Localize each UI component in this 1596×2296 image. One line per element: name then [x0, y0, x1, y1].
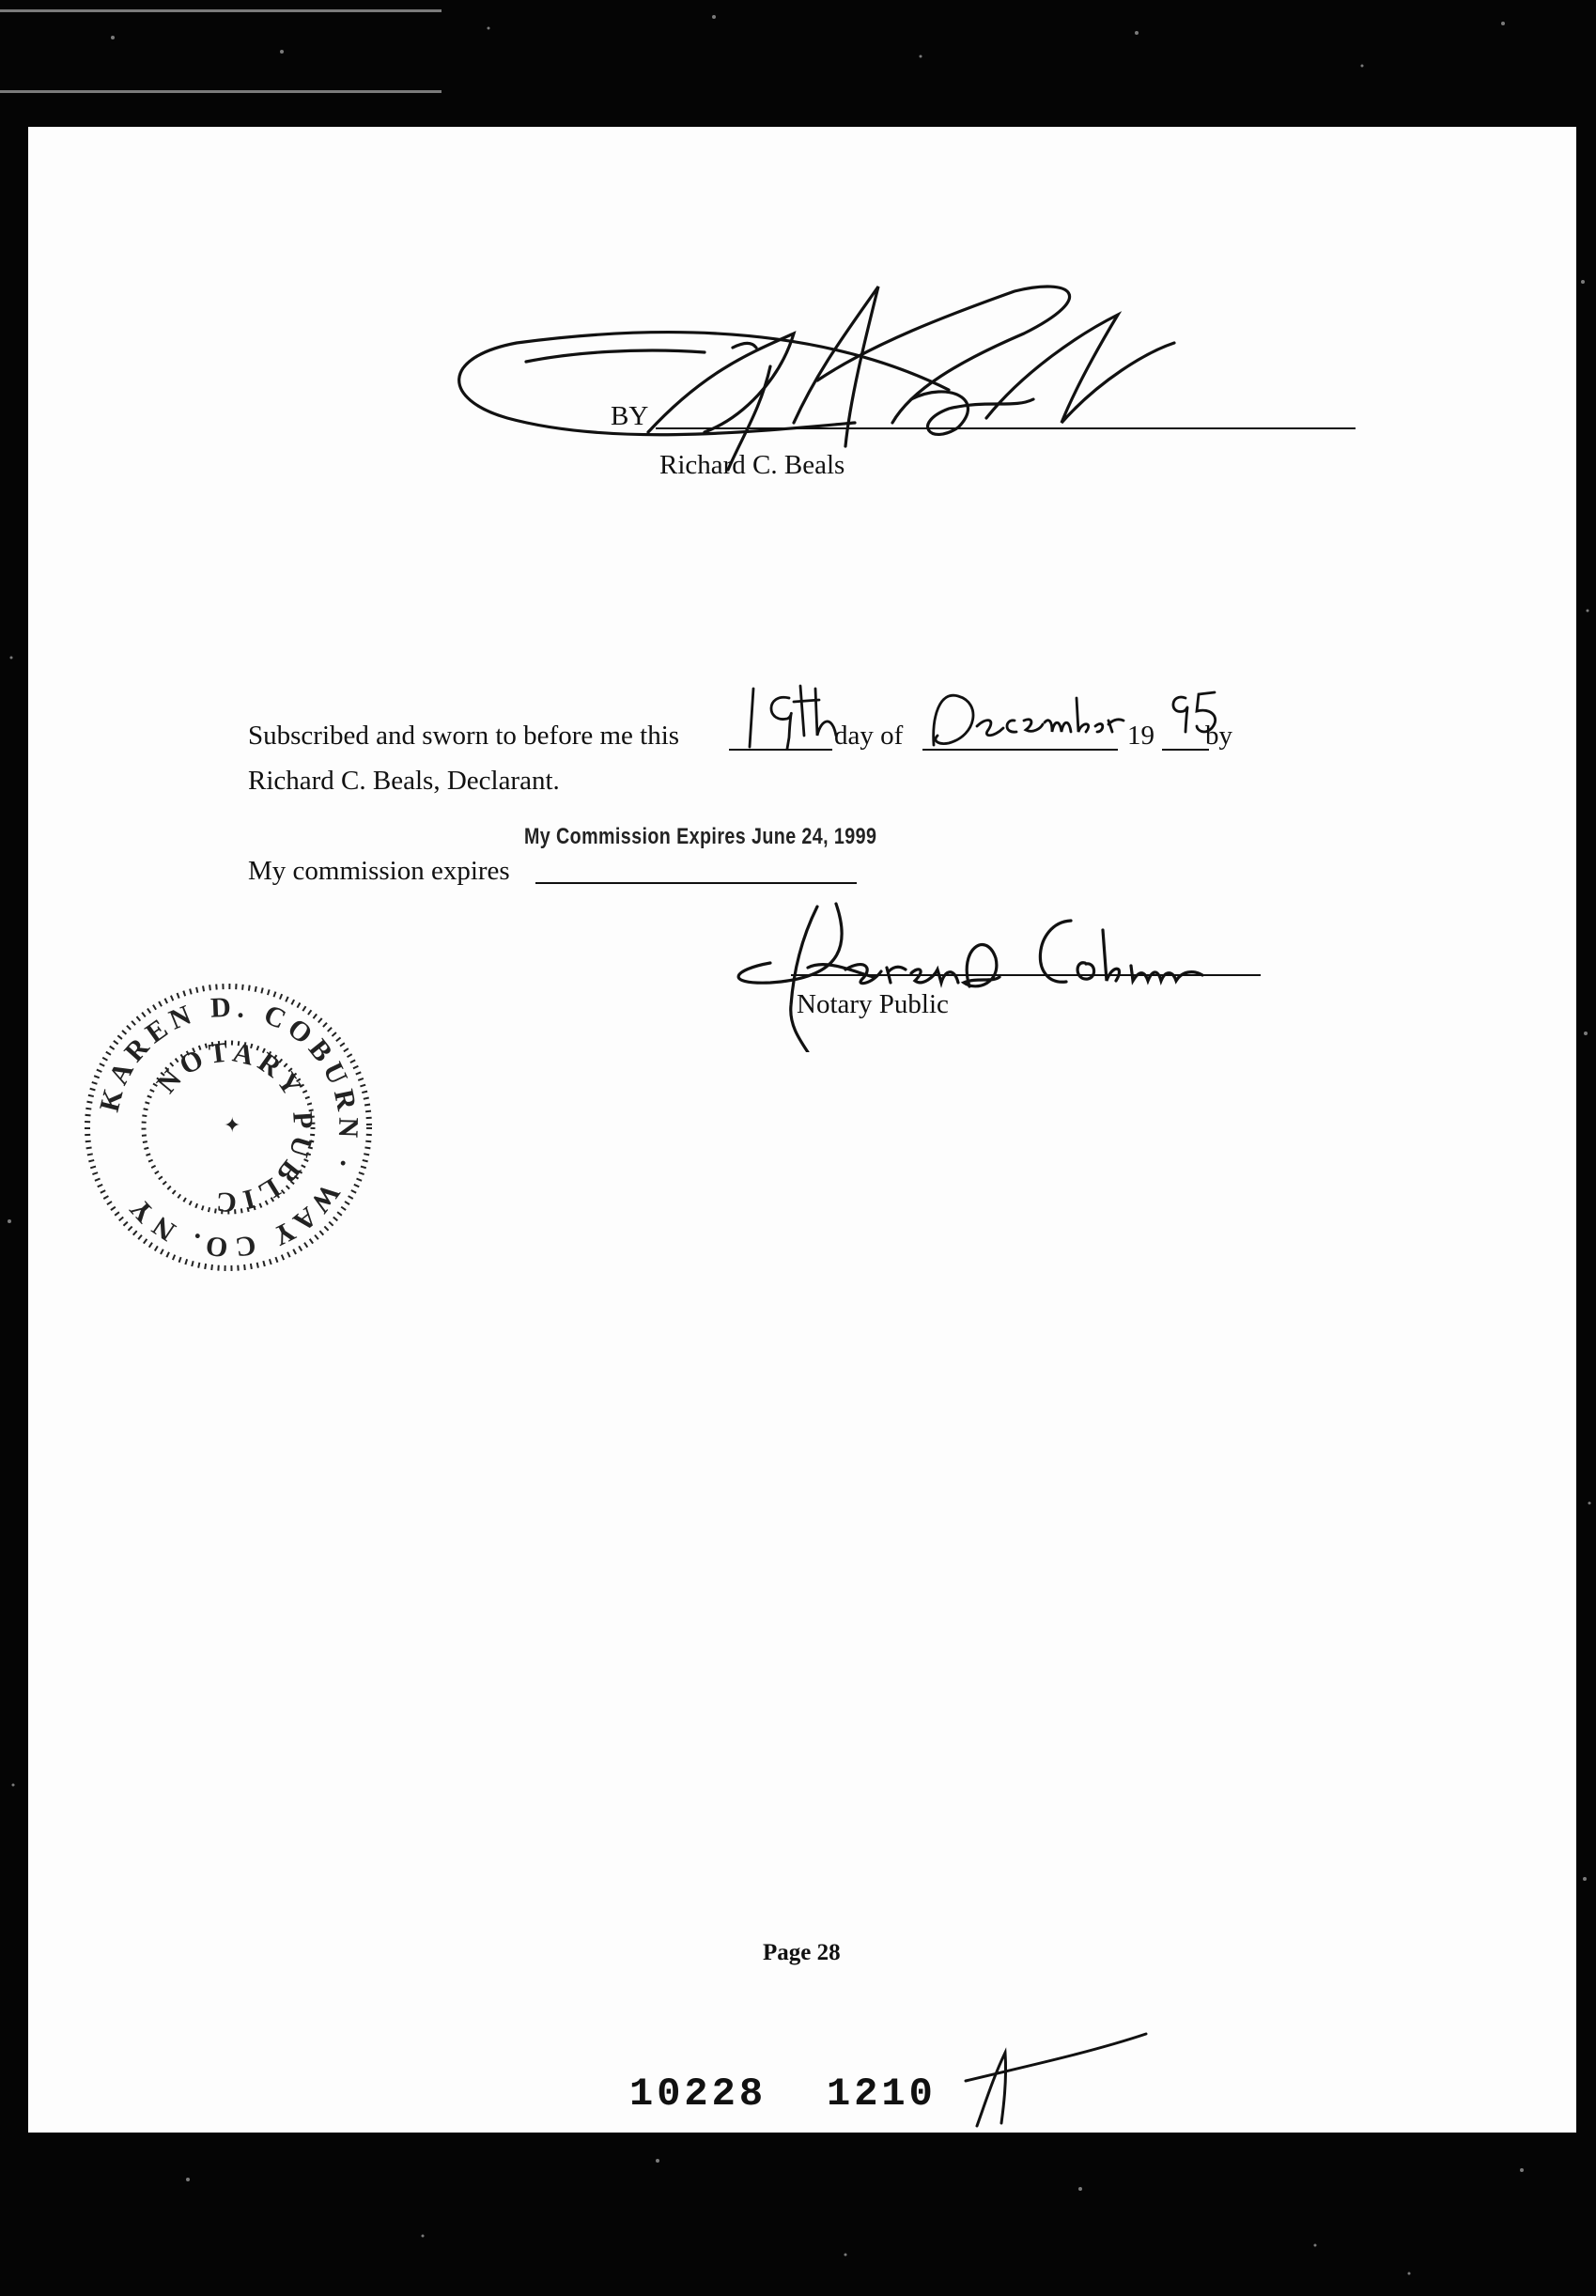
year-prefix: 19 [1127, 721, 1154, 751]
svg-text:✦: ✦ [224, 1113, 241, 1137]
page-number: Page 28 [763, 1940, 841, 1965]
seal-inner-text: NOTARY PUBLIC [150, 1036, 319, 1218]
notary-seal [73, 972, 383, 1282]
jurat-line1-prefix: Subscribed and sworn to before me this [248, 721, 680, 751]
day-of-text: day of [834, 721, 904, 751]
notary-signature [714, 892, 1296, 1052]
notary-title: Notary Public [797, 989, 949, 1019]
commission-expiry-stamp: My Commission Expires June 24, 1999 [524, 824, 877, 849]
document-page [28, 127, 1576, 2133]
handwritten-year [1163, 685, 1229, 751]
document-number-1: 10228 [629, 2071, 767, 2117]
commission-line [535, 882, 857, 884]
commission-label: My commission expires [248, 856, 510, 886]
document-number-2: 1210 [827, 2071, 937, 2117]
by-label: BY [611, 401, 649, 431]
by-suffix: by [1205, 721, 1232, 751]
handwritten-mark-a [958, 2025, 1165, 2133]
beals-signature [423, 258, 1325, 484]
signer-name: Richard C. Beals [659, 450, 845, 480]
handwritten-month [921, 679, 1137, 754]
jurat-line2: Richard C. Beals, Declarant. [248, 766, 560, 796]
seal-outer-text: KAREN D. COBURN · WAY CO. NY [93, 991, 364, 1264]
handwritten-day [742, 681, 845, 756]
